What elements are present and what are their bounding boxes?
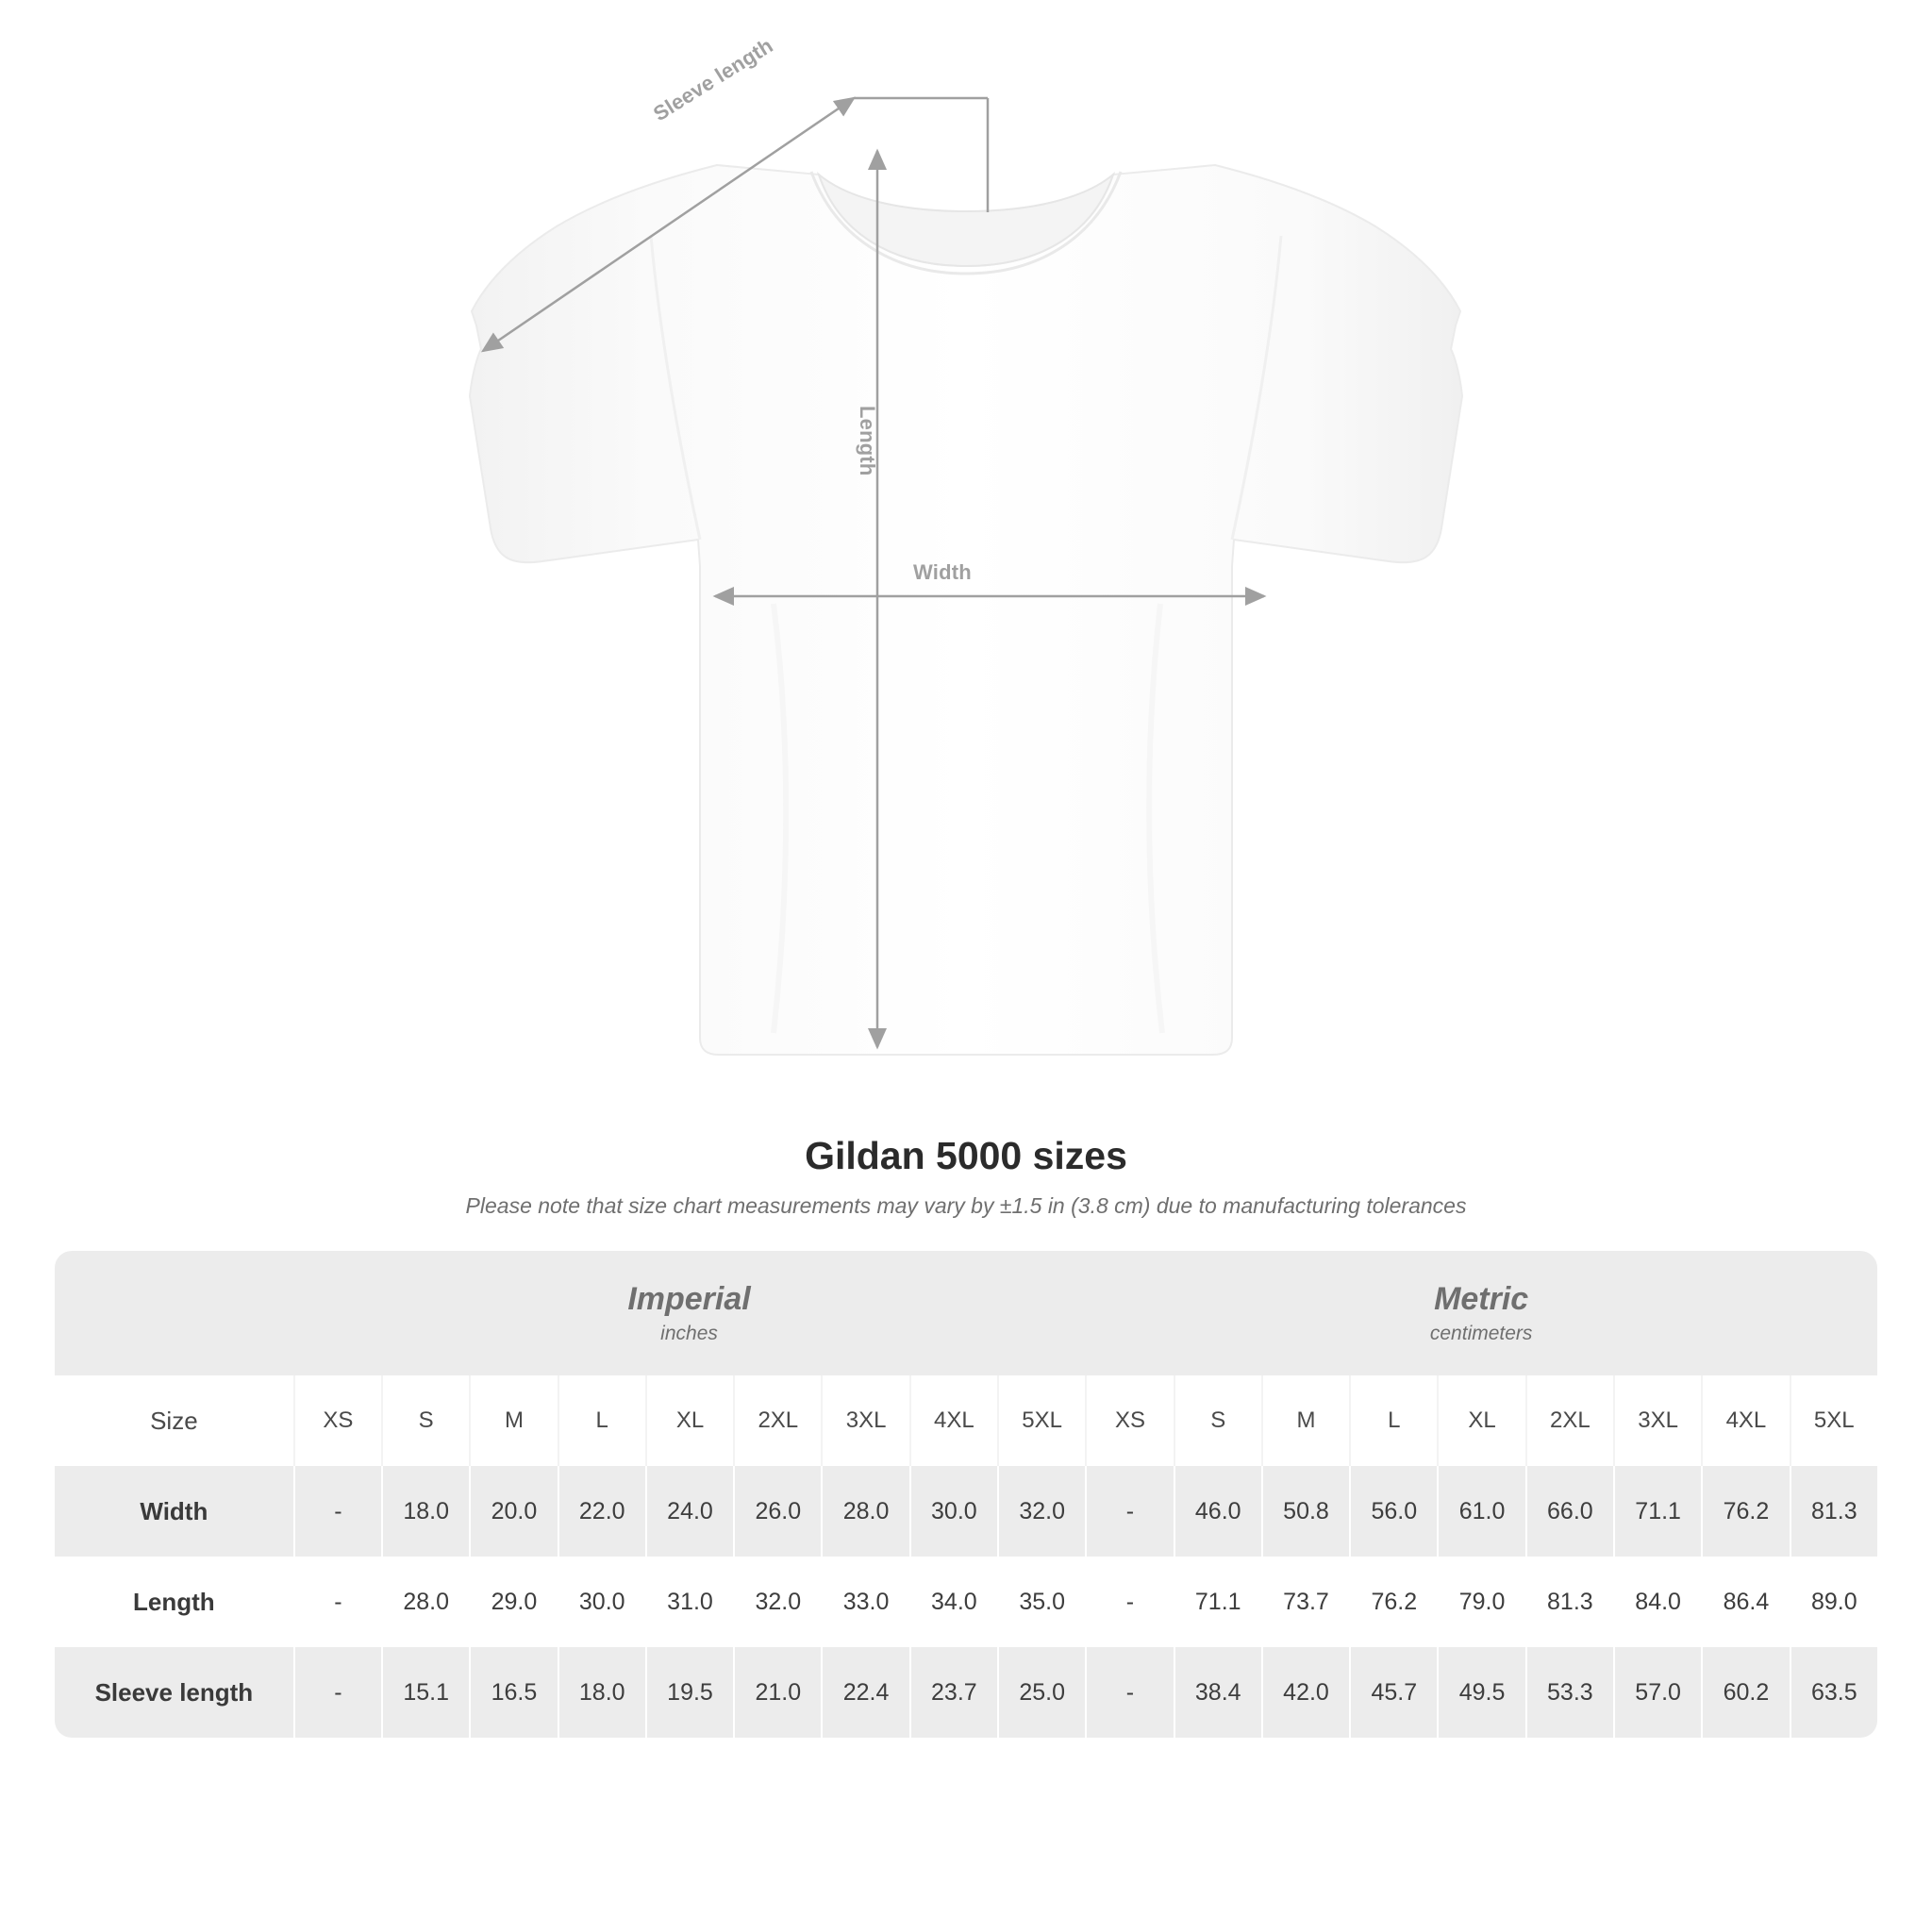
cell-width-imperial-xs: -: [293, 1466, 381, 1557]
cell-width-imperial-xl: 24.0: [645, 1466, 733, 1557]
header-imperial-2xl: 2XL: [733, 1375, 821, 1466]
cell-width-imperial-2xl: 26.0: [733, 1466, 821, 1557]
cell-length-imperial-4xl: 34.0: [909, 1557, 997, 1647]
cell-width-metric-xs: -: [1085, 1466, 1173, 1557]
table-row-sleeve-length: [55, 1647, 1877, 1738]
cell-length-metric-xs: -: [1085, 1557, 1173, 1647]
title-block: [0, 1134, 1932, 1219]
header-metric-s: S: [1174, 1375, 1261, 1466]
header-metric-5xl: 5XL: [1790, 1375, 1877, 1466]
table-row-length: [55, 1557, 1877, 1647]
cell-length-metric-xl: 79.0: [1437, 1557, 1524, 1647]
cell-length-metric-4xl: 86.4: [1701, 1557, 1789, 1647]
cell-width-imperial-s: 18.0: [381, 1466, 469, 1557]
unit-name-imperial: Imperial: [627, 1281, 751, 1318]
cell-length-metric-l: 76.2: [1349, 1557, 1437, 1647]
page-subtitle: Please note that size chart measurements may vary by ±1.5 in (3.8 cm) due to manufacturing tolerances: [465, 1193, 1467, 1218]
header-imperial-5xl: 5XL: [997, 1375, 1085, 1466]
cell-width-imperial-m: 20.0: [469, 1466, 557, 1557]
cell-sleeve-metric-2xl: 53.3: [1525, 1647, 1613, 1738]
unit-header-spacer: [55, 1251, 293, 1375]
cell-length-metric-s: 71.1: [1174, 1557, 1261, 1647]
header-metric-xs: XS: [1085, 1375, 1173, 1466]
cell-sleeve-imperial-s: 15.1: [381, 1647, 469, 1738]
cell-width-metric-3xl: 71.1: [1613, 1466, 1701, 1557]
cell-sleeve-imperial-m: 16.5: [469, 1647, 557, 1738]
header-metric-2xl: 2XL: [1525, 1375, 1613, 1466]
cell-sleeve-imperial-3xl: 22.4: [821, 1647, 908, 1738]
unit-name-metric: Metric: [1434, 1281, 1529, 1318]
cell-length-imperial-5xl: 35.0: [997, 1557, 1085, 1647]
header-imperial-s: S: [381, 1375, 469, 1466]
header-imperial-xs: XS: [293, 1375, 381, 1466]
cell-length-metric-3xl: 84.0: [1613, 1557, 1701, 1647]
unit-header-imperial: [293, 1251, 1086, 1375]
table-row-width: [55, 1466, 1877, 1557]
cell-sleeve-imperial-5xl: 25.0: [997, 1647, 1085, 1738]
header-metric-4xl: 4XL: [1701, 1375, 1789, 1466]
header-imperial-m: M: [469, 1375, 557, 1466]
header-metric-m: M: [1261, 1375, 1349, 1466]
header-imperial-4xl: 4XL: [909, 1375, 997, 1466]
header-metric-l: L: [1349, 1375, 1437, 1466]
cell-length-imperial-2xl: 32.0: [733, 1557, 821, 1647]
cell-sleeve-imperial-2xl: 21.0: [733, 1647, 821, 1738]
header-imperial-xl: XL: [645, 1375, 733, 1466]
header-metric-3xl: 3XL: [1613, 1375, 1701, 1466]
cell-sleeve-metric-l: 45.7: [1349, 1647, 1437, 1738]
page-title: Gildan 5000 sizes: [805, 1134, 1127, 1177]
cell-sleeve-metric-xl: 49.5: [1437, 1647, 1524, 1738]
unit-sub-imperial: inches: [660, 1322, 718, 1344]
cell-sleeve-imperial-xs: -: [293, 1647, 381, 1738]
unit-sub-metric: centimeters: [1429, 1322, 1533, 1344]
cell-width-metric-m: 50.8: [1261, 1466, 1349, 1557]
cell-sleeve-metric-4xl: 60.2: [1701, 1647, 1789, 1738]
header-size-label: Size: [55, 1375, 293, 1466]
label-length: Length: [856, 406, 879, 476]
cell-width-imperial-5xl: 32.0: [997, 1466, 1085, 1557]
cell-length-imperial-xl: 31.0: [645, 1557, 733, 1647]
cell-sleeve-metric-s: 38.4: [1174, 1647, 1261, 1738]
label-sleeve-length: Sleeve length: [649, 33, 777, 126]
cell-width-metric-2xl: 66.0: [1525, 1466, 1613, 1557]
cell-length-imperial-l: 30.0: [558, 1557, 645, 1647]
cell-sleeve-metric-m: 42.0: [1261, 1647, 1349, 1738]
header-imperial-l: L: [558, 1375, 645, 1466]
cell-length-imperial-m: 29.0: [469, 1557, 557, 1647]
cell-width-metric-xl: 61.0: [1437, 1466, 1524, 1557]
unit-header-metric: [1085, 1251, 1877, 1375]
size-table-wrapper: [55, 1251, 1877, 1738]
cell-width-imperial-4xl: 30.0: [909, 1466, 997, 1557]
cell-length-imperial-xs: -: [293, 1557, 381, 1647]
label-width: Width: [913, 560, 972, 584]
row-label-length: Length: [55, 1557, 293, 1647]
cell-sleeve-metric-5xl: 63.5: [1790, 1647, 1877, 1738]
cell-sleeve-metric-xs: -: [1085, 1647, 1173, 1738]
row-label-sleeve-length: Sleeve length: [55, 1647, 293, 1738]
cell-length-metric-5xl: 89.0: [1790, 1557, 1877, 1647]
header-metric-xl: XL: [1437, 1375, 1524, 1466]
cell-width-imperial-l: 22.0: [558, 1466, 645, 1557]
cell-sleeve-metric-3xl: 57.0: [1613, 1647, 1701, 1738]
cell-sleeve-imperial-l: 18.0: [558, 1647, 645, 1738]
cell-sleeve-imperial-xl: 19.5: [645, 1647, 733, 1738]
cell-length-imperial-s: 28.0: [381, 1557, 469, 1647]
size-header-row: [55, 1375, 1877, 1466]
header-imperial-3xl: 3XL: [821, 1375, 908, 1466]
cell-width-metric-4xl: 76.2: [1701, 1466, 1789, 1557]
cell-length-imperial-3xl: 33.0: [821, 1557, 908, 1647]
cell-width-imperial-3xl: 28.0: [821, 1466, 908, 1557]
cell-length-metric-m: 73.7: [1261, 1557, 1349, 1647]
cell-length-metric-2xl: 81.3: [1525, 1557, 1613, 1647]
cell-width-metric-5xl: 81.3: [1790, 1466, 1877, 1557]
cell-width-metric-l: 56.0: [1349, 1466, 1437, 1557]
row-label-width: Width: [55, 1466, 293, 1557]
cell-width-metric-s: 46.0: [1174, 1466, 1261, 1557]
cell-sleeve-imperial-4xl: 23.7: [909, 1647, 997, 1738]
size-table: [55, 1251, 1877, 1738]
unit-header-row: [55, 1251, 1877, 1375]
